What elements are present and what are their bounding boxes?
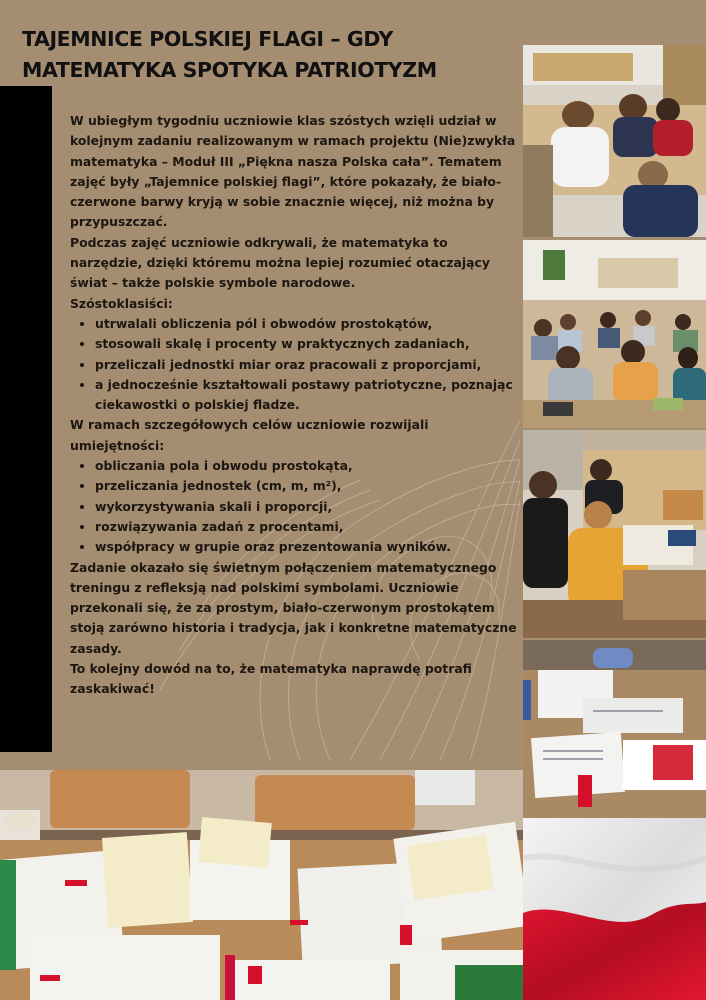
classroom-photo-2: [523, 240, 706, 428]
intro-paragraph: W ubiegłym tygodniu uczniowie klas szóstych wzięli udział w kolejnym zadaniu realizowanym w ramach projektu (Nie)zwykła matematyka – Moduł III „Piękna nasza Polska cała”. Tematem zajęć były „Tajemnice polskiej flagi”, które pokazały, że biało-czerwone barwy kryją w sobie znacznie więcej, niż można by przypuszczać.: [70, 113, 516, 230]
list1-heading: Szóstoklasiści:: [70, 295, 173, 311]
paragraph-2: Podczas zajęć uczniowie odkrywali, że matematyka to narzędzie, dzięki któremu można lepiej rozumieć otaczający świat – także polskie symbole narodowe.: [70, 234, 490, 291]
classroom-photo-1: [523, 45, 706, 237]
list-item: • współpracy w grupie oraz prezentowania wyników.: [95, 537, 520, 557]
skills-list-2: [70, 456, 520, 557]
classroom-photo-3: [523, 430, 706, 638]
list-item: • utrwalali obliczenia pól i obwodów prostokątów,: [95, 314, 520, 334]
list-item: • stosowali skalę i procenty w praktycznych zadaniach,: [95, 334, 520, 354]
list-item: • obliczania pola i obwodu prostokąta,: [95, 456, 520, 476]
paragraph-3: Zadanie okazało się świetnym połączeniem matematycznego treningu z refleksją nad polskimi symbolami. Uczniowie przekonali się, że za prostym, biało-czerwonym prostokątem stoją zarówno historia i tradycja, jak i konkretne matematyczne zasady.: [70, 559, 517, 656]
notebooks-photo: [0, 770, 523, 1000]
list-item: • przeliczania jednostek (cm, m, m²),: [95, 476, 520, 496]
skills-list-1: [70, 314, 520, 415]
paragraph-4: To kolejny dowód na to, że matematyka naprawdę potrafi zaskakiwać!: [70, 661, 472, 697]
list-item: • przeliczali jednostki miar oraz pracowali z proporcjami,: [95, 355, 520, 375]
title-line-1: TAJEMNICE POLSKIEJ FLAGI – GDY: [22, 27, 393, 51]
worksheets-photo: [523, 640, 706, 818]
list-item: • a jednocześnie kształtowali postawy patriotyczne, poznając ciekawostki o polskiej fladze.: [95, 375, 520, 416]
list2-heading: W ramach szczegółowych celów uczniowie rozwijali umiejętności:: [70, 417, 429, 453]
list-item: • wykorzystywania skali i proporcji,: [95, 497, 520, 517]
polish-flag-image: [523, 818, 706, 1000]
list-item: • rozwiązywania zadań z procentami,: [95, 517, 520, 537]
title-line-2: MATEMATYKA SPOTYKA PATRIOTYZM: [22, 58, 437, 82]
article-body: [70, 111, 520, 700]
page-title: [22, 24, 522, 86]
accent-bar: [0, 86, 52, 752]
